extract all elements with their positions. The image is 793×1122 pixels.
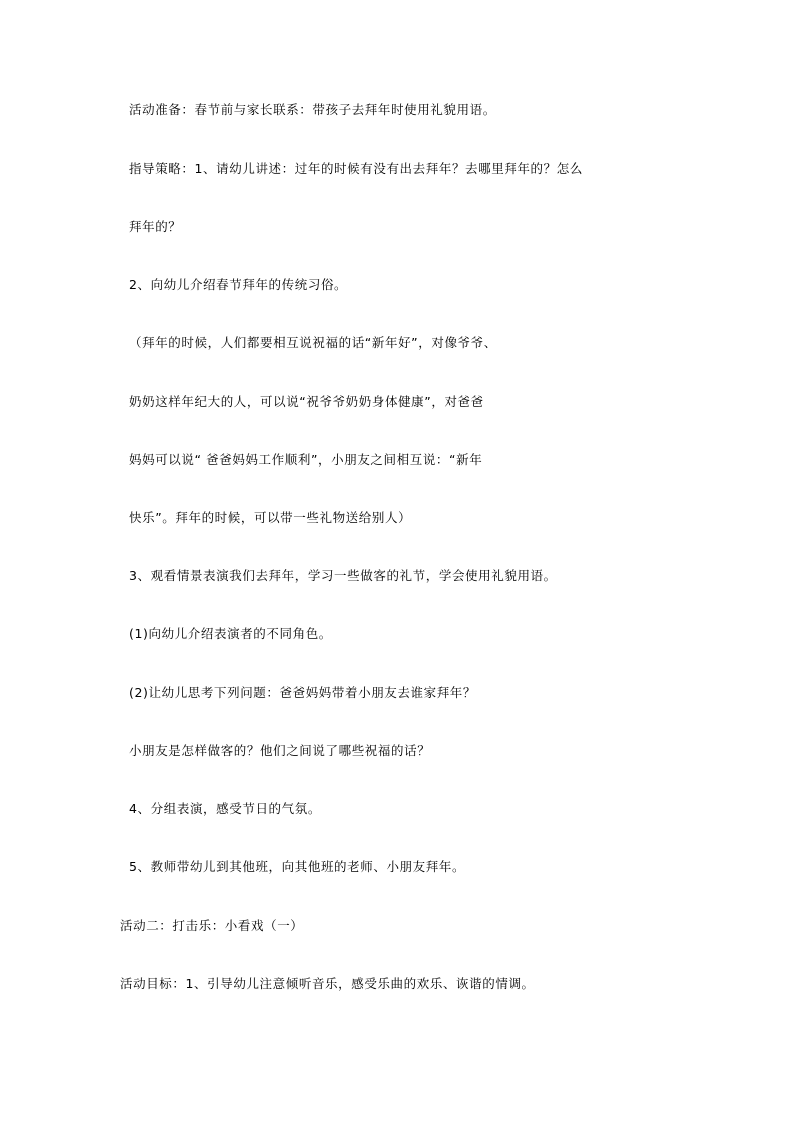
text-line-step-5: 5、教师带幼儿到其他班，向其他班的老师、小朋友拜年。 [129, 859, 466, 874]
text-line-custom-4: 快乐”。拜年的时候，可以带一些礼物送给别人） [129, 510, 412, 525]
text-line-activity-goal: 活动目标：1、引导幼儿注意倾听音乐，感受乐曲的欢乐、诙谐的情调。 [120, 976, 535, 991]
text-line-custom-1: （拜年的时候，人们都要相互说祝福的话“新年好”，对像爷爷、 [129, 335, 497, 350]
text-line-custom-3: 妈妈可以说“ 爸爸妈妈工作顺利”，小朋友之间相互说：“新年 [129, 452, 483, 467]
text-line-step-4: 4、分组表演，感受节日的气氛。 [129, 801, 321, 816]
text-line-step-2: 2、向幼儿介绍春节拜年的传统习俗。 [129, 277, 348, 292]
text-line-activity-prep: 活动准备：春节前与家长联系：带孩子去拜年时使用礼貌用语。 [129, 102, 496, 117]
text-line-step-3: 3、观看情景表演我们去拜年，学习一些做客的礼节，学会使用礼貌用语。 [129, 568, 557, 583]
text-line-step-3-2: (2)让幼儿思考下列问题：爸爸妈妈带着小朋友去谁家拜年？ [129, 685, 477, 700]
text-line-step-3-1: (1)向幼儿介绍表演者的不同角色。 [129, 626, 332, 641]
text-line-step-3-2-cont: 小朋友是怎样做客的？他们之间说了哪些祝福的话？ [129, 743, 431, 758]
text-line-guidance-strategy-cont: 拜年的？ [129, 219, 182, 234]
text-line-custom-2: 奶奶这样年纪大的人，可以说“祝爷爷奶奶身体健康”，对爸爸 [129, 394, 484, 409]
text-line-guidance-strategy: 指导策略：1、请幼儿讲述：过年的时候有没有出去拜年？去哪里拜年的？怎么 [129, 161, 583, 176]
section-heading-activity-2: 活动二：打击乐：小看戏（一） [120, 918, 304, 933]
